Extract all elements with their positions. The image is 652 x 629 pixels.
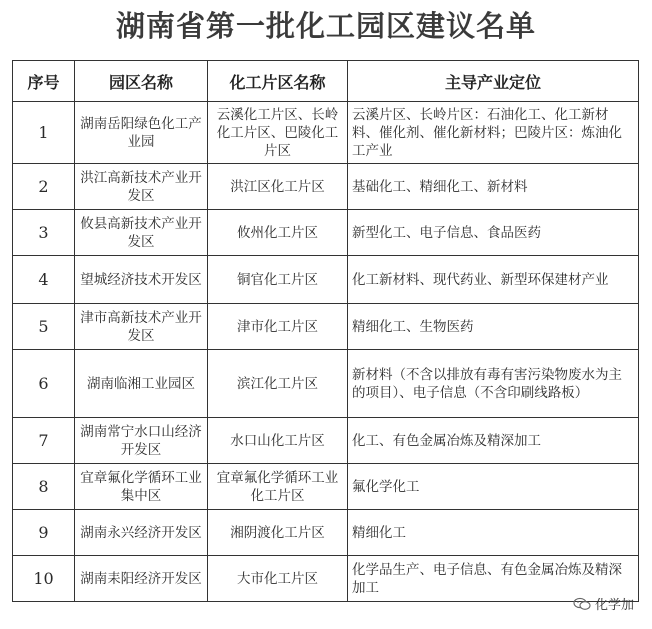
table-header-row (13, 61, 639, 102)
row-park: 湖南岳阳绿色化工产业园 (75, 102, 208, 164)
row-industry: 氟化学化工 (348, 464, 639, 510)
row-zone: 铜官化工片区 (208, 256, 348, 304)
table-row (13, 210, 639, 256)
row-zone: 津市化工片区 (208, 304, 348, 350)
row-zone: 水口山化工片区 (208, 418, 348, 464)
row-index: 3 (13, 210, 75, 256)
row-park: 湖南耒阳经济开发区 (75, 556, 208, 602)
row-index: 10 (13, 556, 75, 602)
table-row (13, 510, 639, 556)
row-industry: 新型化工、电子信息、食品医药 (348, 210, 639, 256)
row-park: 湖南临湘工业园区 (75, 350, 208, 418)
row-zone: 湘阴渡化工片区 (208, 510, 348, 556)
row-index: 4 (13, 256, 75, 304)
row-index: 1 (13, 102, 75, 164)
row-park: 湖南永兴经济开发区 (75, 510, 208, 556)
row-zone: 大市化工片区 (208, 556, 348, 602)
table-row (13, 304, 639, 350)
row-index: 6 (13, 350, 75, 418)
row-industry: 新材料（不含以排放有毒有害污染物废水为主的项目）、电子信息（不含印刷线路板） (348, 350, 639, 418)
row-park: 望城经济技术开发区 (75, 256, 208, 304)
header-zone-name: 化工片区名称 (208, 61, 348, 102)
row-index: 8 (13, 464, 75, 510)
table-row (13, 164, 639, 210)
watermark (573, 594, 634, 613)
row-index: 5 (13, 304, 75, 350)
row-park: 攸县高新技术产业开发区 (75, 210, 208, 256)
row-industry: 精细化工 (348, 510, 639, 556)
row-industry: 云溪片区、长岭片区：石油化工、化工新材料、催化剂、催化新材料；巴陵片区：炼油化工产业 (348, 102, 639, 164)
wechat-icon (573, 597, 591, 611)
row-park: 洪江高新技术产业开发区 (75, 164, 208, 210)
row-index: 2 (13, 164, 75, 210)
table-row (13, 464, 639, 510)
row-industry: 基础化工、精细化工、新材料 (348, 164, 639, 210)
row-park: 湖南常宁水口山经济开发区 (75, 418, 208, 464)
row-zone: 云溪化工片区、长岭化工片区、巴陵化工片区 (208, 102, 348, 164)
row-zone: 滨江化工片区 (208, 350, 348, 418)
page-title: 湖南省第一批化工园区建议名单 (115, 9, 536, 43)
header-park-name: 园区名称 (75, 61, 208, 102)
row-industry: 化工、有色金属冶炼及精深加工 (348, 418, 639, 464)
row-index: 9 (13, 510, 75, 556)
header-industry: 主导产业定位 (348, 61, 639, 102)
row-industry: 精细化工、生物医药 (348, 304, 639, 350)
table-row (13, 418, 639, 464)
table-row (13, 556, 639, 602)
row-zone: 攸州化工片区 (208, 210, 348, 256)
row-industry: 化工新材料、现代药业、新型环保建材产业 (348, 256, 639, 304)
row-zone: 宜章氟化学循环工业化工片区 (208, 464, 348, 510)
row-park: 宜章氟化学循环工业集中区 (75, 464, 208, 510)
header-index: 序号 (13, 61, 75, 102)
row-park: 津市高新技术产业开发区 (75, 304, 208, 350)
row-index: 7 (13, 418, 75, 464)
table-row (13, 350, 639, 418)
table-row (13, 102, 639, 164)
park-table (12, 60, 639, 602)
row-zone: 洪江区化工片区 (208, 164, 348, 210)
watermark-text: 化学加 (594, 598, 634, 613)
table-row (13, 256, 639, 304)
row-industry: 化学品生产、电子信息、有色金属冶炼及精深加工 (348, 556, 639, 602)
